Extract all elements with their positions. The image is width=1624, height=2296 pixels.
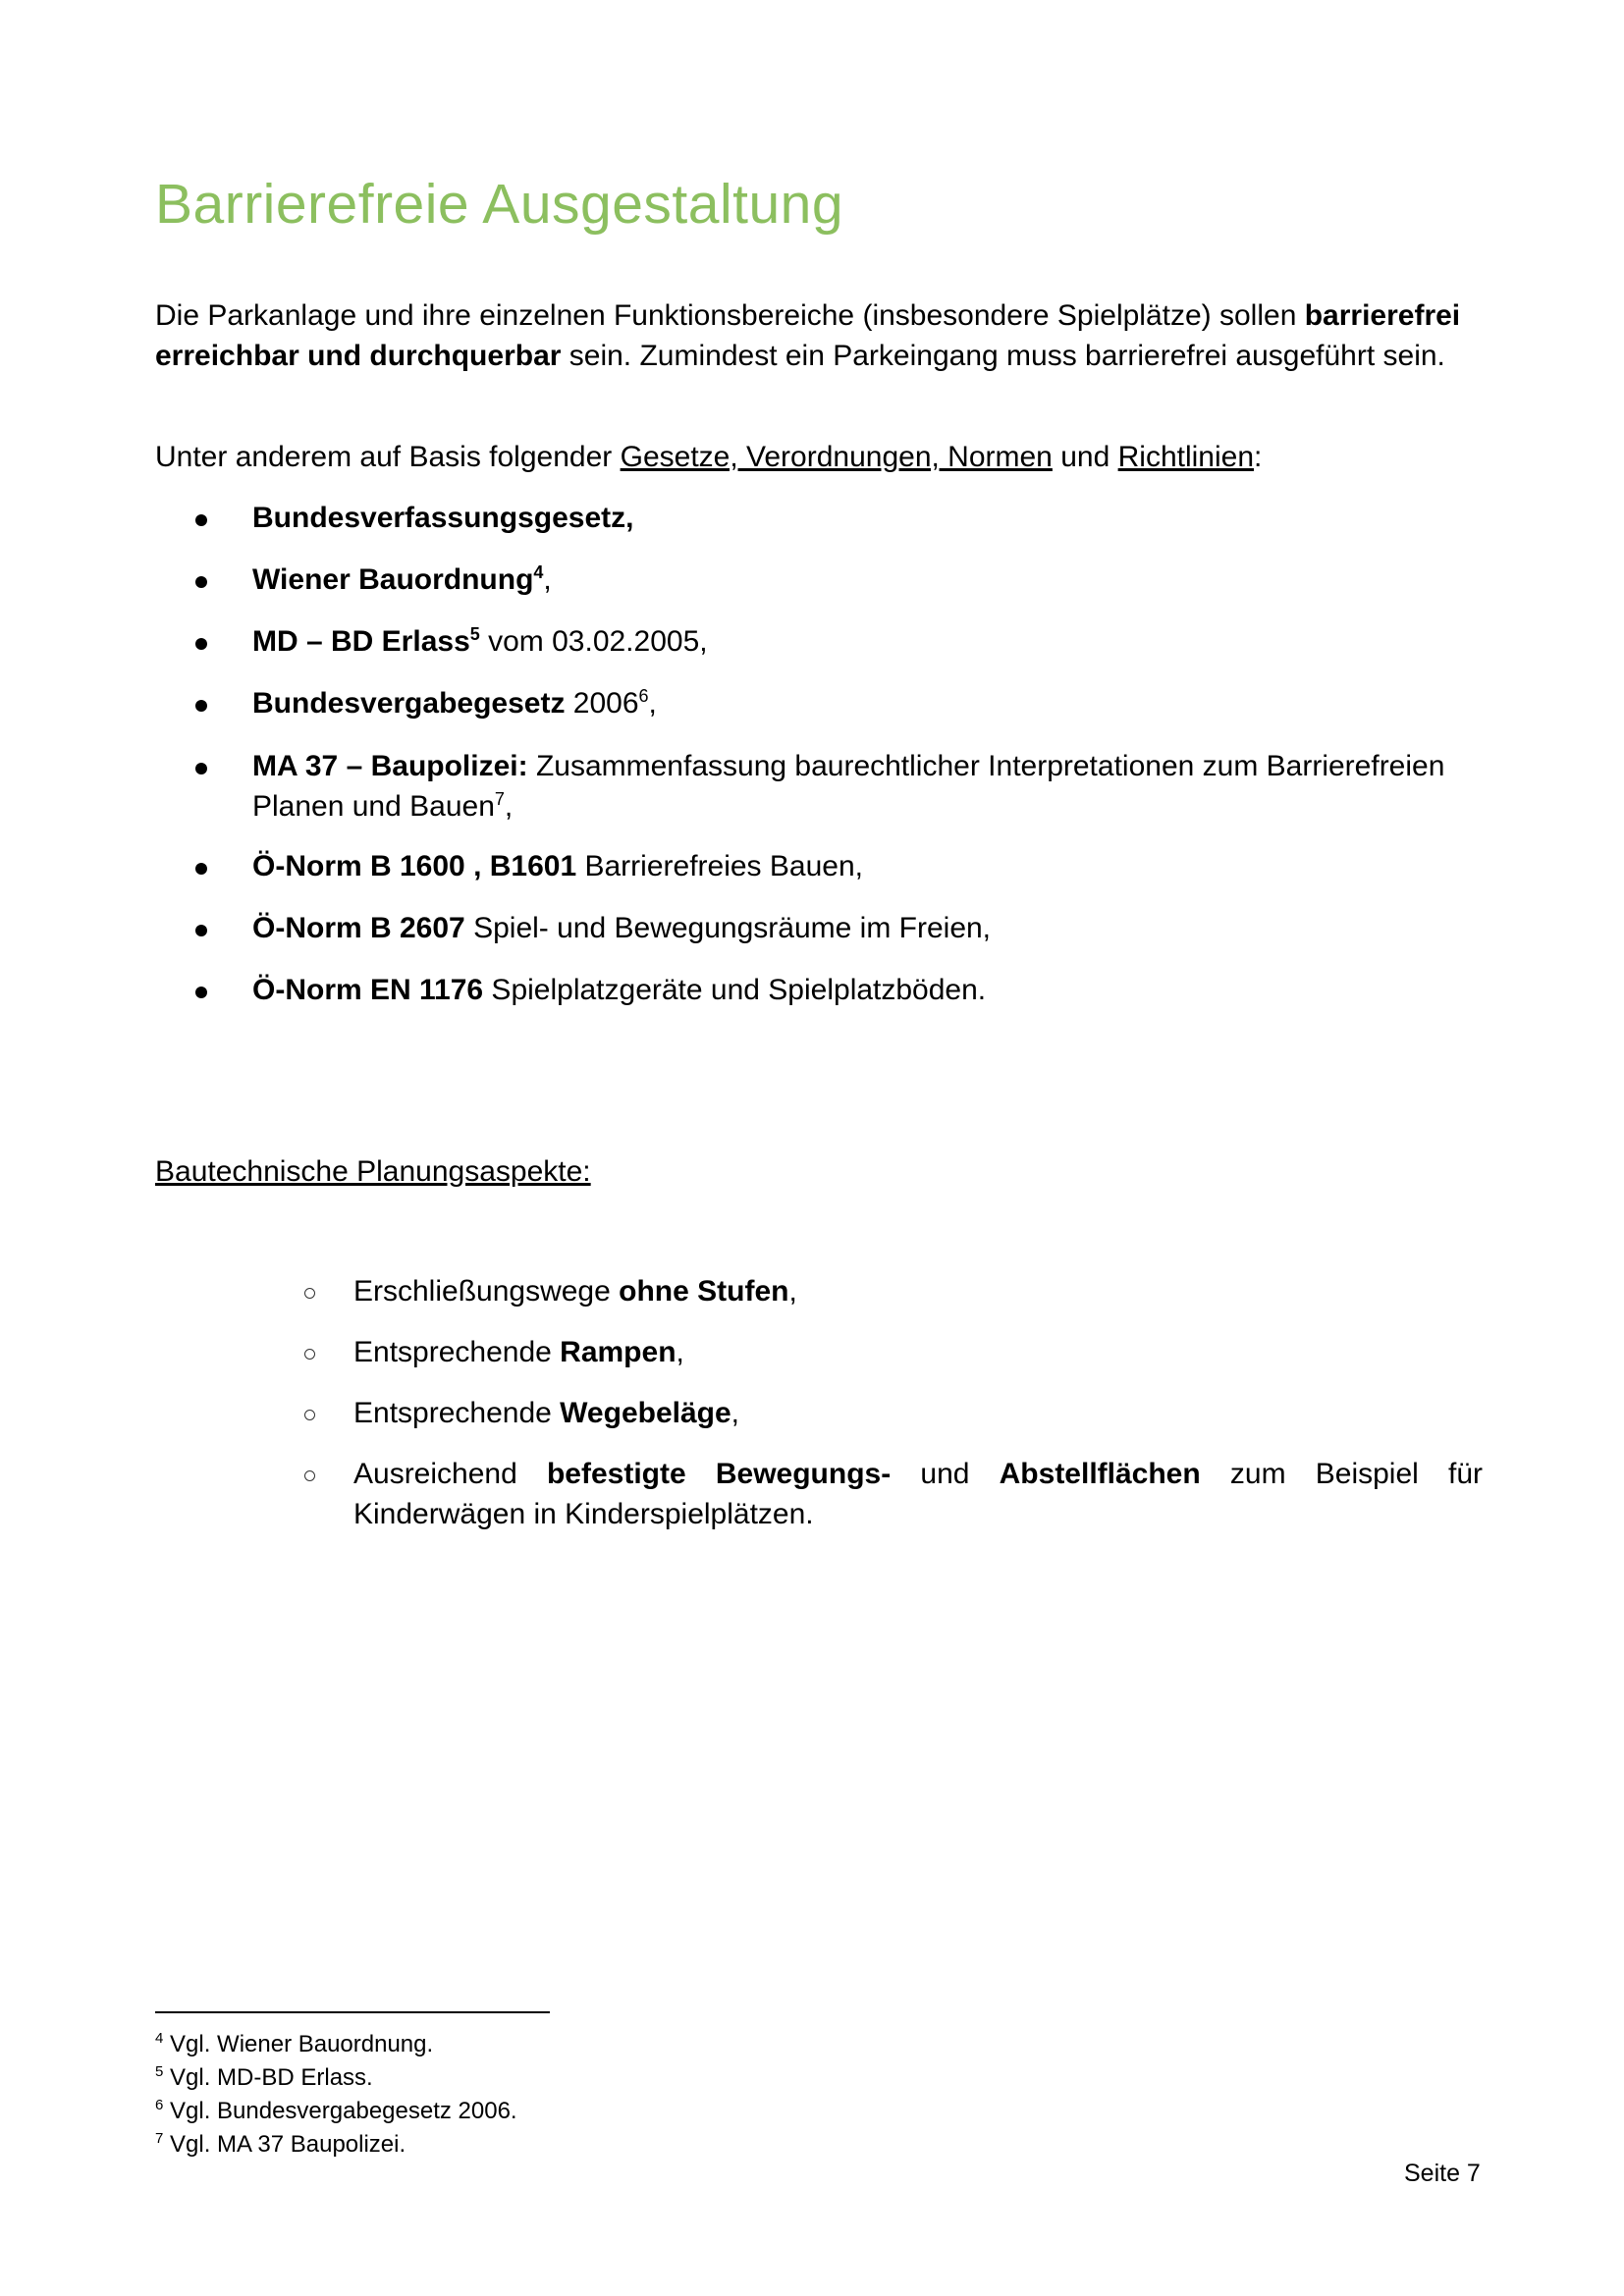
footnote-text: Vgl. MA 37 Baupolizei. (163, 2131, 406, 2158)
law-text-end: , (504, 790, 514, 823)
bullet-icon (195, 763, 207, 774)
aspects-heading: Bautechnische Planungsaspekte: (155, 1155, 591, 1188)
footnote-ref: 4 (533, 562, 544, 582)
law-name: MA 37 – Baupolizei: (252, 750, 528, 782)
aspect-text-end: , (676, 1336, 684, 1368)
law-name: Wiener Bauordnung (252, 563, 534, 596)
aspect-bold: ohne Stufen (619, 1275, 789, 1308)
basis-text-and: und (1052, 441, 1118, 473)
aspect-text: Ausreichend (353, 1458, 547, 1490)
footnote-text: Vgl. MD-BD Erlass. (163, 2064, 373, 2091)
intro-paragraph (155, 295, 1481, 376)
bullet-icon (195, 925, 207, 936)
circle-bullet-icon (304, 1288, 315, 1299)
bullet-icon (195, 638, 207, 650)
basis-underline-laws: Gesetze, Verordnungen, Normen (620, 441, 1053, 473)
bullet-icon (195, 987, 207, 998)
footnote-number: 6 (155, 2097, 164, 2113)
bullet-icon (195, 863, 207, 875)
aspect-text-end: , (788, 1275, 797, 1308)
footnote (155, 2028, 517, 2061)
law-name: Bundesvergabegesetz (252, 687, 566, 720)
law-text: Spiel- und Bewegungsräume im Freien, (464, 912, 992, 944)
law-text: 2006 (565, 687, 639, 720)
aspect-text: Entsprechende (353, 1397, 561, 1429)
bullet-icon (195, 514, 207, 526)
intro-text: Die Parkanlage und ihre einzelnen Funktionsbereiche (insbesondere Spielplätze) sollen (155, 299, 1305, 332)
aspect-bold: Abstellflächen (999, 1458, 1201, 1490)
footnote-ref: 7 (494, 789, 505, 809)
basis-underline-guidelines: Richtlinien (1117, 441, 1255, 473)
footnote-text: Vgl. Wiener Bauordnung. (163, 2031, 434, 2057)
basis-paragraph (155, 437, 1481, 477)
footnote (155, 2095, 517, 2128)
law-name: Ö-Norm EN 1176 (252, 974, 484, 1006)
basis-colon: : (1254, 441, 1263, 473)
law-text: Zusammenfassung baurechtlicher Interpretationen zum Barrierefreien Planen und Bauen (252, 750, 1445, 823)
page-number: Seite 7 (1404, 2160, 1481, 2187)
footnote (155, 2061, 517, 2095)
bullet-icon (195, 576, 207, 588)
footnote-number: 4 (155, 2030, 164, 2047)
aspect-text: Entsprechende (353, 1336, 561, 1368)
aspect-bold: befestigte Bewegungs- (546, 1458, 892, 1490)
footnote-number: 7 (155, 2130, 164, 2147)
law-text: Barrierefreies Bauen, (576, 850, 863, 882)
law-name: Ö-Norm B 2607 (252, 912, 465, 944)
law-name: MD – BD Erlass (252, 625, 470, 658)
bullet-icon (195, 700, 207, 712)
footnote (155, 2128, 517, 2162)
aspect-text-end: , (731, 1397, 740, 1429)
aspect-text-end: zum Beispiel für Kinderwägen in Kinderspielplätzen. (353, 1458, 1484, 1530)
law-name: Bundesverfassungsgesetz, (252, 502, 634, 534)
aspect-text: Erschließungswege (353, 1275, 620, 1308)
law-text: vom 03.02.2005, (479, 625, 708, 658)
law-text: Spielplatzgeräte und Spielplatzböden. (483, 974, 987, 1006)
law-name: Ö-Norm B 1600 , B1601 (252, 850, 577, 882)
law-text-end: , (648, 687, 657, 720)
footnote-separator (155, 2011, 550, 2013)
intro-bold: barrierefrei erreichbar und durchquerbar (155, 299, 1461, 372)
law-text: , (543, 563, 552, 596)
circle-bullet-icon (304, 1410, 315, 1420)
footnotes (155, 2028, 517, 2162)
section-title: Barrierefreie Ausgestaltung (155, 173, 844, 236)
footnote-number: 5 (155, 2063, 164, 2080)
footnote-text: Vgl. Bundesvergabegesetz 2006. (163, 2098, 517, 2124)
aspect-text: und (891, 1458, 1000, 1490)
aspect-bold: Wegebeläge (560, 1397, 731, 1429)
footnote-ref: 6 (638, 686, 649, 706)
intro-text-end: sein. Zumindest ein Parkeingang muss barrierefrei ausgeführt sein. (561, 340, 1445, 372)
aspect-bold: Rampen (560, 1336, 677, 1368)
circle-bullet-icon (304, 1349, 315, 1360)
basis-text: Unter anderem auf Basis folgender (155, 441, 621, 473)
footnote-ref: 5 (469, 624, 480, 644)
circle-bullet-icon (304, 1470, 315, 1481)
